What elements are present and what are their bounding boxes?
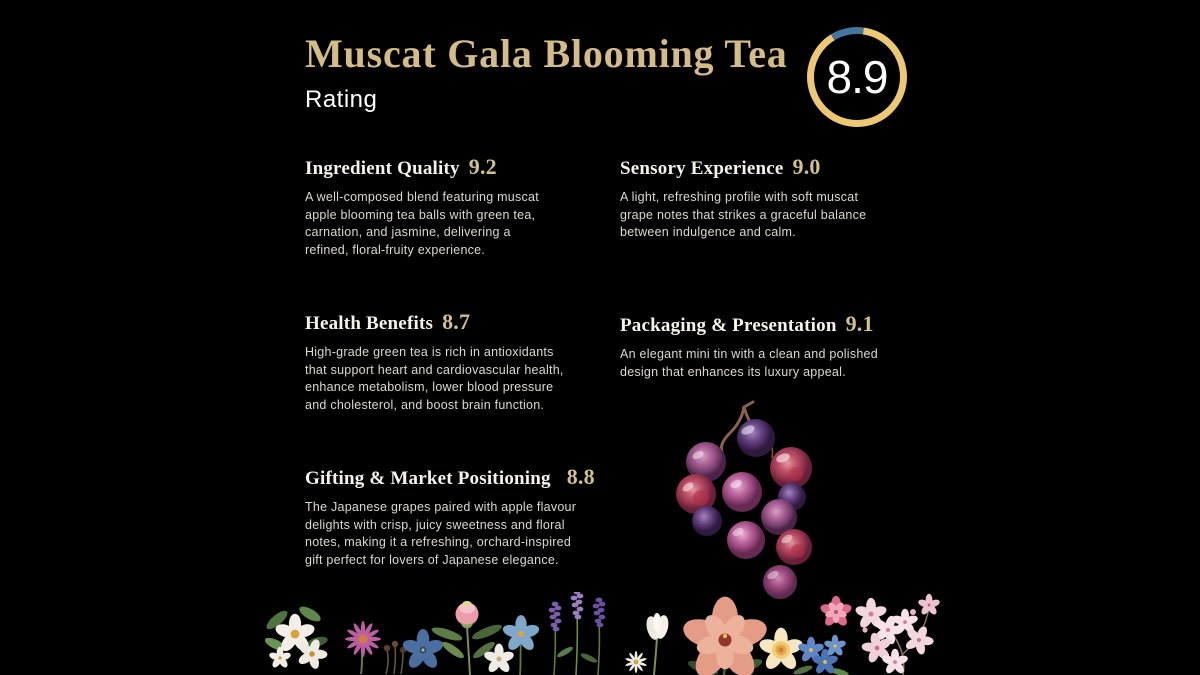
pink-pom-flower — [819, 596, 853, 628]
forget-me-nots — [793, 635, 850, 675]
grape-berries — [676, 419, 812, 599]
category-score: 9.0 — [792, 154, 821, 179]
category-name: Gifting & Market Positioning — [305, 468, 551, 489]
page-subtitle: Rating — [305, 86, 378, 113]
white-tulip-and-daisy — [625, 613, 670, 675]
category-heading — [305, 464, 595, 490]
seed-pods — [384, 641, 406, 674]
category-name: Packaging & Presentation — [620, 315, 837, 336]
category-gifting-market-positioning — [305, 464, 595, 569]
category-score: 8.8 — [566, 464, 595, 489]
category-heading — [305, 309, 573, 335]
white-blossom-cluster — [263, 604, 332, 674]
peach-hibiscus — [680, 597, 771, 675]
category-name: Health Benefits — [305, 313, 434, 334]
pink-aster — [345, 621, 381, 674]
category-ingredient-quality — [305, 154, 549, 259]
overall-rating-badge — [807, 27, 907, 127]
category-heading — [620, 154, 882, 180]
page-title: Muscat Gala Blooming Tea — [305, 31, 788, 76]
overall-rating-value: 8.9 — [826, 51, 888, 103]
flower-border-illustration — [255, 592, 945, 675]
grapes-illustration — [648, 400, 840, 602]
category-score: 8.7 — [442, 309, 471, 334]
category-description: The Japanese grapes paired with apple flavour delights with crisp, juicy sweetness and floral notes, making it a refreshing, orchard-inspired gift perfect for lovers of Japanese elegance. — [305, 500, 577, 567]
category-description: An elegant mini tin with a clean and polished design that enhances its luxury appeal. — [620, 347, 878, 379]
category-sensory-experience — [620, 154, 882, 242]
lavender-spikes — [549, 592, 606, 675]
category-description: High-grade green tea is rich in antioxidants that support heart and cardiovascular health, enhance metabolism, lower blood pressure and cholesterol, and boost brain function. — [305, 345, 564, 412]
category-score: 9.2 — [468, 154, 497, 179]
category-heading — [620, 311, 886, 337]
category-packaging-presentation — [620, 311, 886, 381]
category-health-benefits — [305, 309, 573, 414]
category-description: A light, refreshing profile with soft muscat grape notes that strikes a graceful balance between indulgence and calm. — [620, 190, 867, 239]
category-score: 9.1 — [845, 311, 874, 336]
cherry-blossom-branch — [854, 594, 940, 675]
category-name: Ingredient Quality — [305, 158, 460, 179]
category-description: A well-composed blend featuring muscat apple blooming tea balls with green tea, carnation, and jasmine, delivering a refined, floral-fruity experience. — [305, 190, 539, 257]
category-heading — [305, 154, 549, 180]
category-name: Sensory Experience — [620, 158, 784, 179]
